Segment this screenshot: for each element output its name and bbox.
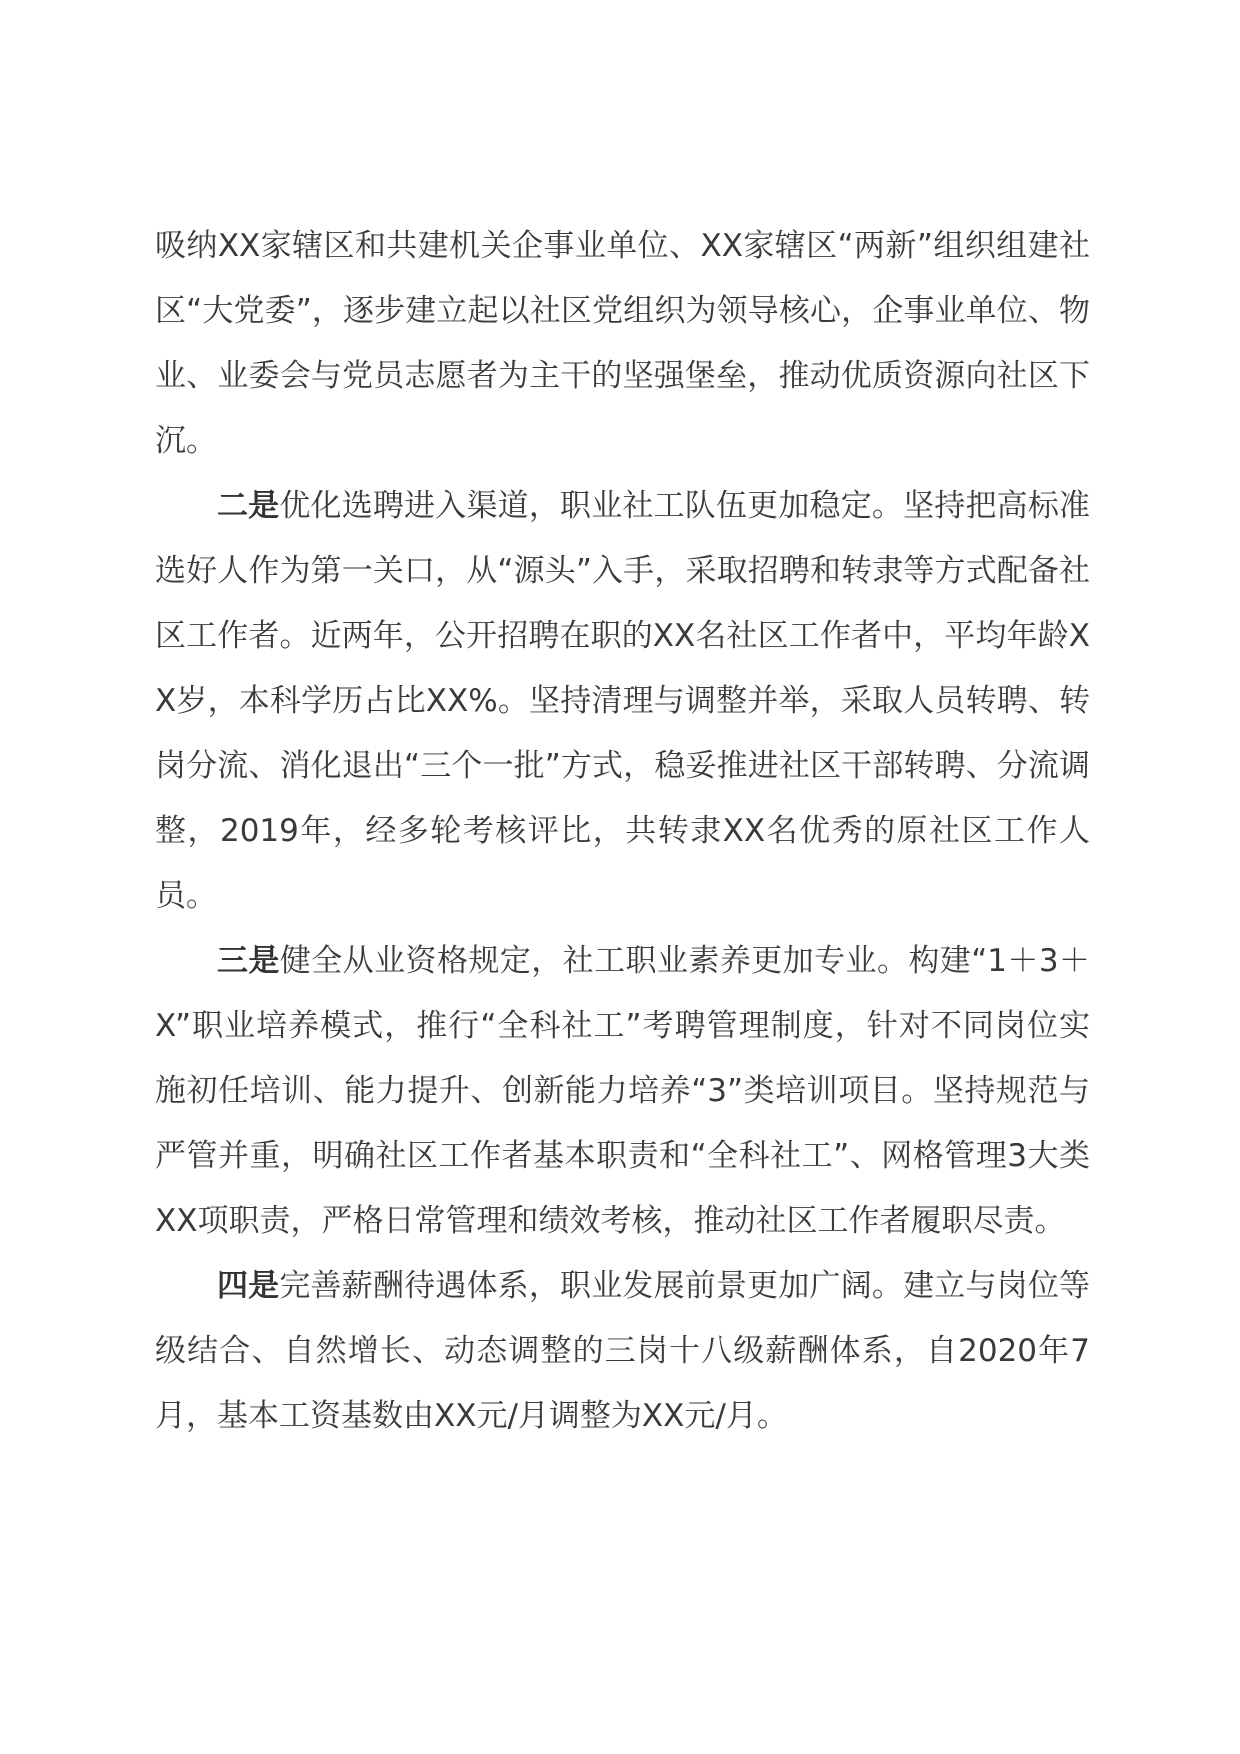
paragraph-text: 优化选聘进入渠道，职业社工队伍更加稳定。坚持把高标准选好人作为第一关口，从“源头”入手，采取招聘和转隶等方式配备社区工作者。近两年，公开招聘在职的XX名社区工作者中，平均年龄XX岁，本科学历占比XX%。坚持清理与调整并举，采取人员转聘、转岗分流、消化退出“三个一批”方式，稳妥推进社区干部转聘、分流调整，2019年，经多轮考核评比，共转隶XX名优秀的原社区工作人员。 (155, 488, 1091, 914)
paragraph-item-three (155, 929, 1090, 1254)
paragraph-text: 健全从业资格规定，社工职业素养更加专业。构建“1＋3＋X”职业培养模式，推行“全科社工”考聘管理制度，针对不同岗位实施初任培训、能力提升、创新能力培养“3”类培训项目。坚持规范与严管并重，明确社区工作者基本职责和“全科社工”、网格管理3大类XX项职责，严格日常管理和绩效考核，推动社区工作者履职尽责。 (155, 943, 1090, 1239)
paragraph-item-four (155, 1254, 1090, 1449)
paragraph-item-two (155, 474, 1090, 929)
document-body (155, 214, 1090, 1449)
paragraph-text: 吸纳XX家辖区和共建机关企事业单位、XX家辖区“两新”组织组建社区“大党委”，逐步建立起以社区党组织为领导核心，企事业单位、物业、业委会与党员志愿者为主干的坚强堡垒，推动优质资源向社区下沉。 (155, 228, 1090, 459)
paragraph-lead: 二是 (217, 488, 280, 524)
paragraph-lead: 三是 (217, 943, 280, 979)
paragraph-continuation (155, 214, 1090, 474)
paragraph-text: 完善薪酬待遇体系，职业发展前景更加广阔。建立与岗位等级结合、自然增长、动态调整的三岗十八级薪酬体系，自2020年7月，基本工资基数由XX元/月调整为XX元/月。 (155, 1268, 1091, 1434)
paragraph-lead: 四是 (217, 1268, 280, 1304)
